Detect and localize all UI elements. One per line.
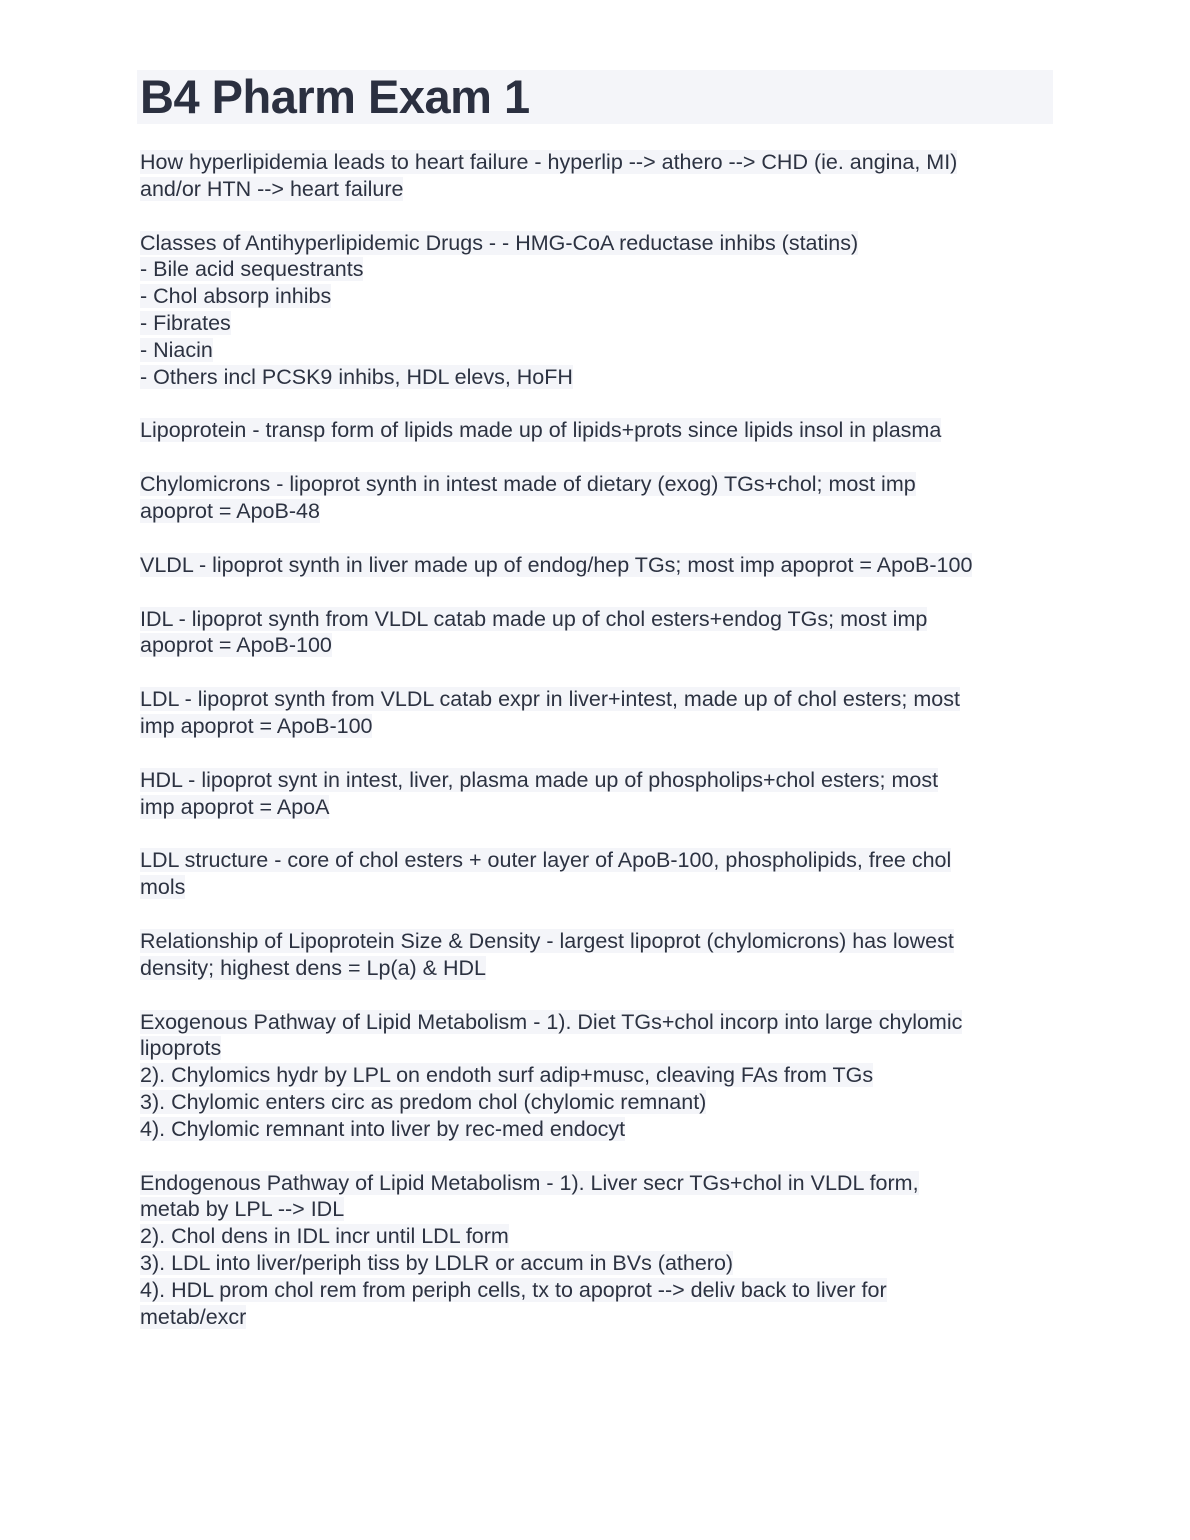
- text-line-content: VLDL - lipoprot synth in liver made up of endog/hep TGs; most imp apoprot = ApoB-100: [140, 552, 973, 577]
- text-line-content: - Others incl PCSK9 inhibs, HDL elevs, HoFH: [140, 364, 573, 389]
- text-line: [140, 1089, 1053, 1116]
- term-block: [140, 928, 1053, 982]
- text-line: [140, 283, 1053, 310]
- text-line: [140, 686, 1053, 713]
- text-line-content: Chylomicrons - lipoprot synth in intest made of dietary (exog) TGs+chol; most imp: [140, 472, 916, 497]
- text-line: [140, 1250, 1053, 1277]
- term-block: [140, 417, 1053, 444]
- term-block: [140, 847, 1053, 901]
- text-line: [140, 230, 1053, 257]
- document-page: [137, 70, 1053, 1357]
- text-line: [140, 1170, 1053, 1197]
- text-line-content: and/or HTN --> heart failure: [140, 176, 404, 201]
- text-line: [140, 713, 1053, 740]
- term-block: [140, 686, 1053, 740]
- text-line-content: metab/excr: [140, 1304, 247, 1329]
- text-line: [140, 1196, 1053, 1223]
- page-title: B4 Pharm Exam 1: [140, 70, 530, 123]
- text-line: [140, 794, 1053, 821]
- text-line-content: imp apoprot = ApoA: [140, 794, 330, 819]
- text-line-content: - Niacin: [140, 337, 213, 362]
- text-line-content: Endogenous Pathway of Lipid Metabolism - 1). Liver secr TGs+chol in VLDL form,: [140, 1170, 919, 1195]
- text-line: [140, 310, 1053, 337]
- text-line-content: - Bile acid sequestrants: [140, 257, 364, 282]
- text-line: [140, 847, 1053, 874]
- text-line-content: density; highest dens = Lp(a) & HDL: [140, 955, 486, 980]
- text-line-content: 2). Chylomics hydr by LPL on endoth surf adip+musc, cleaving FAs from TGs: [140, 1063, 874, 1088]
- term-block: [140, 230, 1053, 391]
- text-line: [140, 417, 1053, 444]
- text-line-content: Lipoprotein - transp form of lipids made up of lipids+prots since lipids insol in plasma: [140, 418, 942, 443]
- text-line: [140, 874, 1053, 901]
- text-line-content: IDL - lipoprot synth from VLDL catab made up of chol esters+endog TGs; most imp: [140, 606, 928, 631]
- text-line-content: 3). LDL into liver/periph tiss by LDLR or accum in BVs (athero): [140, 1250, 734, 1275]
- text-line: [140, 471, 1053, 498]
- text-line-content: imp apoprot = ApoB-100: [140, 713, 373, 738]
- text-line: [140, 364, 1053, 391]
- text-line-content: apoprot = ApoB-100: [140, 633, 332, 658]
- text-line: [140, 767, 1053, 794]
- text-line-content: HDL - lipoprot synt in intest, liver, plasma made up of phospholips+chol esters; most: [140, 767, 939, 792]
- text-line-content: How hyperlipidemia leads to heart failure - hyperlip --> athero --> CHD (ie. angina, MI): [140, 150, 958, 174]
- text-line: [140, 955, 1053, 982]
- title-bar: [137, 70, 1053, 124]
- text-line-content: lipoprots: [140, 1036, 222, 1061]
- text-line: [140, 1277, 1053, 1304]
- text-line-content: - Chol absorp inhibs: [140, 284, 332, 309]
- document-body: [137, 149, 1053, 1330]
- text-line: [140, 552, 1053, 579]
- text-line-content: 4). HDL prom chol rem from periph cells, tx to apoprot --> deliv back to liver for: [140, 1277, 887, 1302]
- term-block: [140, 471, 1053, 525]
- text-line-content: metab by LPL --> IDL: [140, 1197, 345, 1222]
- term-block: [140, 606, 1053, 660]
- text-line-content: 2). Chol dens in IDL incr until LDL form: [140, 1224, 509, 1249]
- term-block: [140, 1009, 1053, 1143]
- text-line: [140, 1009, 1053, 1036]
- text-line: [140, 1116, 1053, 1143]
- text-line: [140, 632, 1053, 659]
- text-line: [140, 176, 1053, 203]
- term-block: [140, 149, 1053, 203]
- term-block: [140, 767, 1053, 821]
- text-line-content: Exogenous Pathway of Lipid Metabolism - 1). Diet TGs+chol incorp into large chylomic: [140, 1009, 963, 1034]
- text-line-content: Relationship of Lipoprotein Size & Density - largest lipoprot (chylomicrons) has lowest: [140, 928, 954, 953]
- text-line-content: LDL structure - core of chol esters + outer layer of ApoB-100, phospholipids, free chol: [140, 848, 952, 873]
- text-line-content: 4). Chylomic remnant into liver by rec-med endocyt: [140, 1116, 626, 1141]
- text-line: [140, 149, 1053, 176]
- text-line: [140, 1304, 1053, 1331]
- text-line-content: mols: [140, 875, 186, 900]
- text-line: [140, 256, 1053, 283]
- text-line: [140, 606, 1053, 633]
- term-block: [140, 1170, 1053, 1331]
- text-line-content: apoprot = ApoB-48: [140, 498, 320, 523]
- text-line: [140, 1062, 1053, 1089]
- text-line-content: LDL - lipoprot synth from VLDL catab expr in liver+intest, made up of chol esters; most: [140, 687, 960, 712]
- text-line: [140, 337, 1053, 364]
- term-block: [140, 552, 1053, 579]
- text-line: [140, 1035, 1053, 1062]
- text-line-content: Classes of Antihyperlipidemic Drugs - - HMG-CoA reductase inhibs (statins): [140, 230, 859, 255]
- text-line: [140, 1223, 1053, 1250]
- text-line: [140, 498, 1053, 525]
- text-line: [140, 928, 1053, 955]
- text-line-content: - Fibrates: [140, 310, 231, 335]
- text-line-content: 3). Chylomic enters circ as predom chol (chylomic remnant): [140, 1089, 707, 1114]
